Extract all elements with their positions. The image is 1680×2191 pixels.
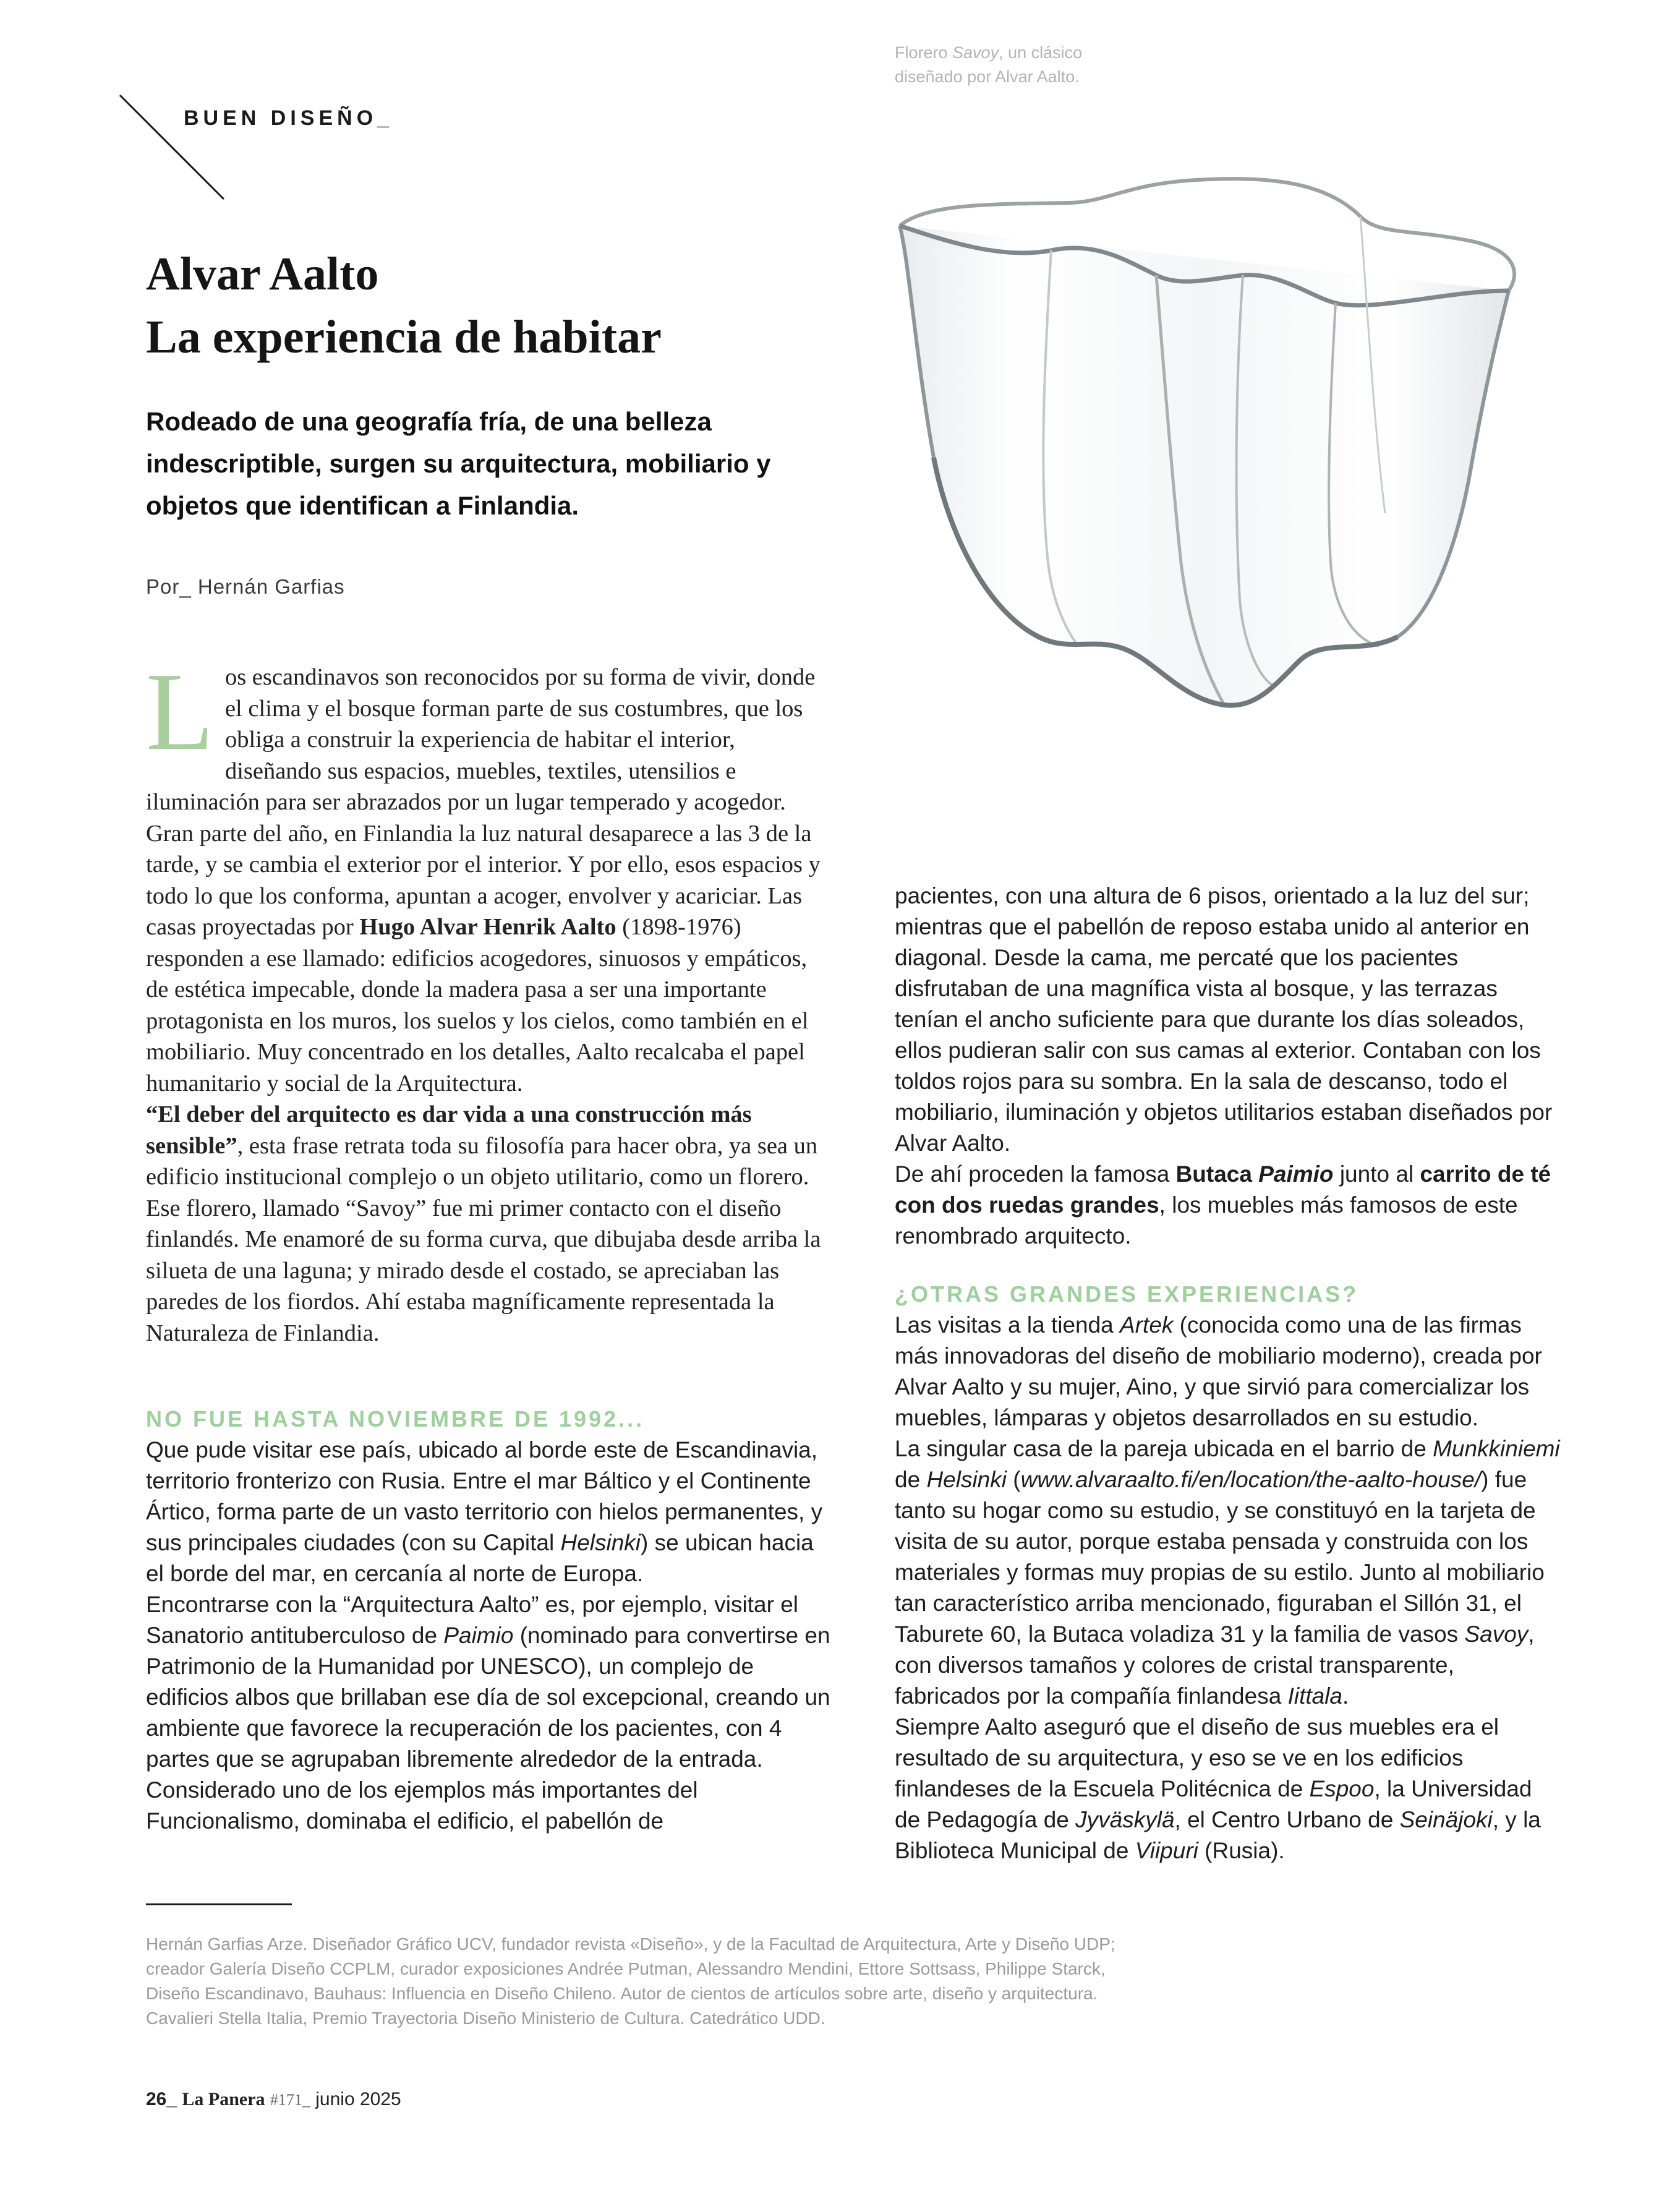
paragraph: La singular casa de la pareja ubicada en el barrio de Munkkiniemi de Helsinki (www.alvaraalto.fi/en/location/the-aalto-house/) fue tanto su hogar como su estudio, y se constituyó en la tarjeta de visita de su autor, porque estaba pensada y construida con los materiales y formas muy propias de su estilo. Junto al mobiliario tan característico arriba mencionado, figuraban el Sillón 31, el Taburete 60, la Butaca voladiza 31 y la familia de vasos Savoy, con diversos tamaños y colores de cristal transparente, fabricados por la compañía finlandesa Iittala. <box>895 1436 1560 1709</box>
page-number: 26_ <box>146 2089 177 2109</box>
paragraph: Que pude visitar ese país, ubicado al borde este de Escandinavia, territorio fronterizo con Rusia. Entre el mar Báltico y el Continente Ártico, forma parte de un vasto territorio con hielos permanentes, y sus principales ciudades (con su Capital Helsinki) se ubican hacia el borde del mar, en cercanía al norte de Europa. <box>146 1437 823 1586</box>
paragraph: Siempre Aalto aseguró que el diseño de sus muebles era el resultado de su arquitectura, y eso se ve en los edificios finlandeses de la Escuela Politécnica de Espoo, la Universidad de Pedagogía de Jyväskylä, el Centro Urbano de Seinäjoki, y la Biblioteca Municipal de Viipuri (Rusia). <box>895 1714 1541 1863</box>
subheading-1: NO FUE HASTA NOVIEMBRE DE 1992... <box>146 1406 645 1432</box>
page-folio <box>146 2089 401 2110</box>
body-column-left-intro <box>146 650 826 1349</box>
paragraph: Encontrarse con la “Arquitectura Aalto” es, por ejemplo, visitar el Sanatorio antituberculoso de Paimio (nominado para convertirse en Patrimonio de la Humanidad por UNESCO), un complejo de edificios albos que brillaban ese día de sol excepcional, creando un ambiente que favorece la recuperación de los pacientes, con 4 partes que se agrupaban libremente alrededor de la entrada. Considerado uno de los ejemplos más importantes del Funcionalismo, dominaba el edificio, el pabellón de <box>146 1592 830 1834</box>
issue-number: #171_ <box>270 2091 310 2109</box>
title-line-2: La experiencia de habitar <box>146 311 662 363</box>
image-caption: Florero Savoy, un clásico diseñado por Alvar Aalto. <box>895 43 1083 86</box>
subheading-2: ¿OTRAS GRANDES EXPERIENCIAS? <box>895 1281 1359 1307</box>
vase-icon <box>890 167 1533 724</box>
paragraph: pacientes, con una altura de 6 pisos, orientado a la luz del sur; mientras que el pabellón de reposo estaba unido al anterior en diagonal. Desde la cama, me percaté que los pacientes disfrutaban de una magnífica vista al bosque, y las terrazas tenían el ancho suficiente para que durante los días soleados, ellos pudieran salir con sus camas al exterior. Contaban con los toldos rojos para su sombra. En la sala de descanso, todo el mobiliario, iluminación y objetos utilitarios estaban diseñados por Alvar Aalto. <box>895 883 1553 1156</box>
magazine-name: La Panera <box>182 2089 265 2109</box>
website-link[interactable]: www.alvaraalto.fi/en/location/the-aalto-house/ <box>1020 1467 1482 1492</box>
paragraph-intro: Los escandinavos son reconocidos por su forma de vivir, donde el clima y el bosque forman parte de sus costumbres, que los obliga a construir la experiencia de habitar el interior, diseñando sus espacios, muebles, textiles, utensilios e iluminación para ser abrazados por un lugar temperado y acogedor. Gran parte del año, en Finlandia la luz natural desaparece a las 3 de la tarde, y se cambia el exterior por el interior. Y por ello, esos espacios y todo lo que los conforma, apuntan a acoger, envolver y acariciar. Las casas proyectadas por Hugo Alvar Henrik Aalto (1898-1976) responden a ese llamado: edificios acogedores, sinuosos y empáticos, de estética impecable, donde la madera pasa a ser una importante protagonista en los muros, los suelos y los cielos, como también en el mobiliario. Muy concentrado en los detalles, Aalto recalcaba el papel humanitario y social de la Arquitectura. <box>146 650 821 1096</box>
drop-cap: L <box>146 650 214 773</box>
article-title <box>146 242 662 369</box>
paragraph: De ahí proceden la famosa Butaca Paimio junto al carrito de té con dos ruedas grandes, los muebles más famosos de este renombrado arquitecto. <box>895 1161 1551 1249</box>
issue-date: junio 2025 <box>315 2089 401 2109</box>
body-column-right <box>895 881 1563 1866</box>
section-label: BUEN DISEÑO_ <box>184 106 394 130</box>
author-footnote: Hernán Garfias Arze. Diseñador Gráfico UCV, fundador revista «Diseño», y de la Facultad de Arquitectura, Arte y Diseño UDP; creador Galería Diseño CCPLM, curador exposiciones Andrée Putman, Alessandro Mendini, Ettore Sottsass, Philippe Starck, Diseño Escandinavo, Bauhaus: Influencia en Diseño Chileno. Autor de cientos de artículos sobre arte, diseño y arquitectura. Cavalieri Stella Italia, Premio Trayectoria Diseño Ministerio de Cultura. Catedrático UDD. <box>146 1934 1115 2028</box>
byline: Por_ Hernán Garfias <box>146 575 345 598</box>
article-lede: Rodeado de una geografía fría, de una belleza indescriptible, surgen su arquitectura, mobiliario y objetos que identifican a Finlandia. <box>146 407 771 520</box>
paragraph: Las visitas a la tienda Artek (conocida como una de las firmas más innovadoras del diseño de mobiliario moderno), creada por Alvar Aalto y su mujer, Aino, y que sirvió para comercializar los muebles, lámparas y objetos desarrollados en su estudio. <box>895 1312 1542 1430</box>
title-line-1: Alvar Aalto <box>146 248 379 300</box>
footnote-rule <box>146 1903 292 1905</box>
paragraph-quote: “El deber del arquitecto es dar vida a una construcción más sensible”, esta frase retrata toda su filosofía para hacer obra, ya sea un edificio institucional complejo o un objeto utilitario, como un florero. Ese florero, llamado “Savoy” fue mi primer contacto con el diseño finlandés. Me enamoré de su forma curva, que dibujaba desde arriba la silueta de una laguna; y mirado desde el costado, se apreciaban las paredes de los fiordos. Ahí estaba magníficamente representada la Naturaleza de Finlandia. <box>146 1101 821 1346</box>
body-column-left <box>146 1404 832 1837</box>
